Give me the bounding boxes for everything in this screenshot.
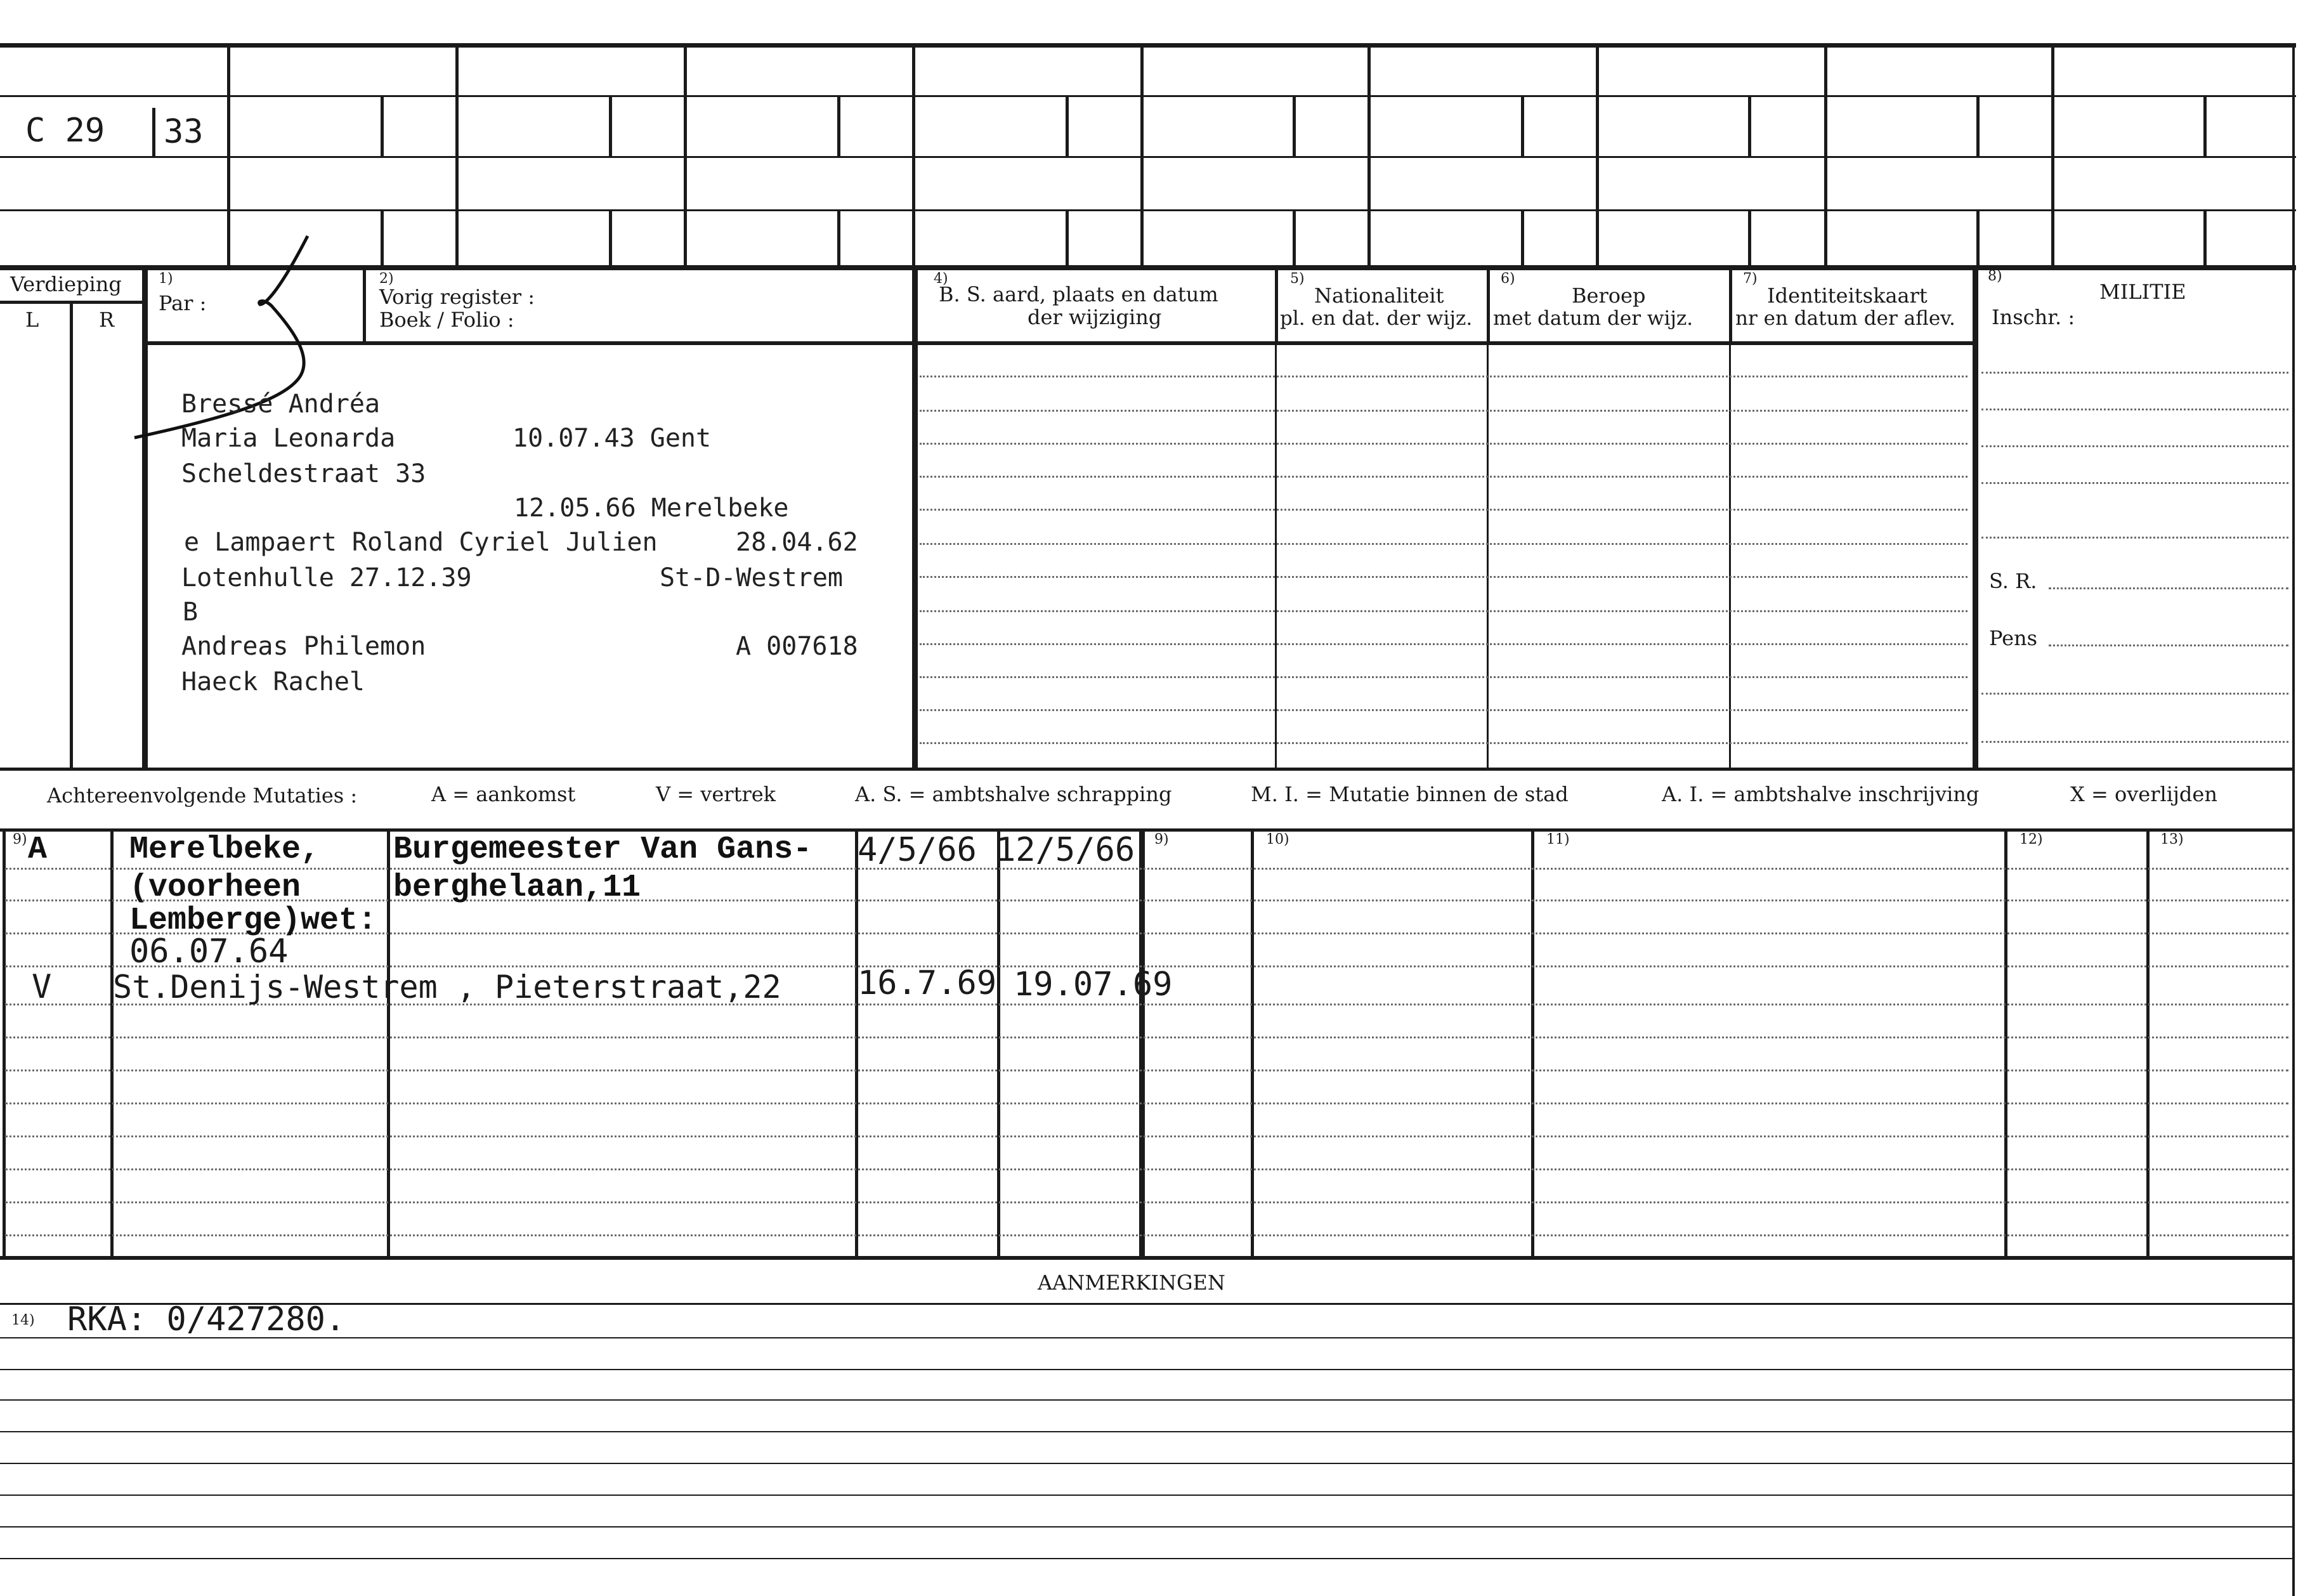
bs-line2: der wijziging <box>1028 305 1162 329</box>
legend-as: A. S. = ambtshalve schrapping <box>855 782 1172 806</box>
militie-inschr: Inschr. : <box>1992 305 2075 329</box>
mutation-1-place-3: Lemberge)wet: <box>129 903 377 939</box>
militie-sr: S. R. <box>1989 569 2037 593</box>
legend-title: Achtereenvolgende Mutaties : <box>47 783 358 808</box>
mutation-1-type: A <box>28 832 48 868</box>
par-label: Par : <box>159 291 207 315</box>
vorig-line2: Boek / Folio : <box>379 308 514 332</box>
person-line5b: 28.04.62 <box>736 528 858 557</box>
person-line6b: St-D-Westrem <box>660 563 843 592</box>
remarks-num: 14) <box>11 1312 35 1328</box>
id-line2: nr en datum der aflev. <box>1735 307 1955 330</box>
militie-pens: Pens <box>1989 626 2038 650</box>
person-line9: Haeck Rachel <box>181 667 365 697</box>
mut-num-10: 10) <box>1266 832 1289 847</box>
person-line8a: Andreas Philemon <box>181 632 426 661</box>
mut-num-9b: 9) <box>1154 832 1169 847</box>
person-line8b: A 007618 <box>736 632 858 661</box>
mutation-1-place-4: 06.07.64 <box>129 932 289 971</box>
remarks-text: RKA: 0/427280. <box>67 1300 346 1338</box>
floor-right: R <box>99 308 115 332</box>
par-num: 1) <box>159 271 173 287</box>
legend-x: X = overlijden <box>2070 782 2217 806</box>
mutation-1-date-2: 12/5/66 <box>996 831 1135 869</box>
militie-num: 8) <box>1988 268 2002 284</box>
mutation-1-street-2: berghelaan,11 <box>393 870 641 906</box>
legend-mi: M. I. = Mutatie binnen de stad <box>1251 782 1569 806</box>
legend-a: A = aankomst <box>431 782 576 806</box>
registry-number: 33 <box>164 113 204 151</box>
nat-num: 5) <box>1290 271 1305 287</box>
bs-num: 4) <box>934 271 948 287</box>
floor-title: Verdieping <box>10 272 122 296</box>
mutation-1-street-1: Burgemeester Van Gans- <box>393 832 812 868</box>
remarks-title: AANMERKINGEN <box>1038 1271 1225 1295</box>
legend-v: V = vertrek <box>656 782 776 806</box>
registry-code: C 29 <box>25 112 105 150</box>
person-line7: B <box>183 598 199 627</box>
bs-line1: B. S. aard, plaats en datum <box>939 282 1218 306</box>
nat-line2: pl. en dat. der wijz. <box>1280 307 1473 330</box>
nat-line1: Nationaliteit <box>1314 284 1444 308</box>
person-line5a: e Lampaert Roland Cyriel Julien <box>184 528 658 557</box>
mutation-1-place-1: Merelbeke, <box>129 832 320 868</box>
person-line1: Bressé Andréa <box>181 389 381 419</box>
mutation-2-type: V <box>32 968 52 1006</box>
id-line1: Identiteitskaart <box>1767 284 1928 308</box>
person-line4: 12.05.66 Merelbeke <box>514 494 789 523</box>
id-num: 7) <box>1743 271 1758 287</box>
person-line2a: Maria Leonarda <box>181 424 396 453</box>
mut-num-9: 9) <box>13 832 27 847</box>
person-line3: Scheldestraat 33 <box>181 459 426 488</box>
mutation-1-date-1: 4/5/66 <box>858 831 977 869</box>
person-line2b: 10.07.43 Gent <box>512 424 712 453</box>
mutation-2-date-1: 16.7.69 <box>858 964 997 1002</box>
vorig-num: 2) <box>379 271 394 287</box>
beroep-line2: met datum der wijz. <box>1493 307 1693 330</box>
beroep-line1: Beroep <box>1572 284 1646 308</box>
militie-title: MILITIE <box>2099 280 2186 304</box>
person-line6a: Lotenhulle 27.12.39 <box>181 563 472 592</box>
legend-ai: A. I. = ambtshalve inschrijving <box>1662 782 1980 806</box>
vorig-line1: Vorig register : <box>379 285 535 309</box>
mutation-2-date-2: 19.07.69 <box>1014 965 1173 1004</box>
mut-num-11: 11) <box>1546 832 1570 847</box>
mut-num-12: 12) <box>2020 832 2043 847</box>
mutation-1-place-2: (voorheen <box>129 870 301 906</box>
floor-left: L <box>25 308 39 332</box>
mutation-2-place: St.Denijs-Westrem , Pieterstraat,22 <box>113 969 781 1005</box>
beroep-num: 6) <box>1501 271 1515 287</box>
mut-num-13: 13) <box>2160 832 2184 847</box>
